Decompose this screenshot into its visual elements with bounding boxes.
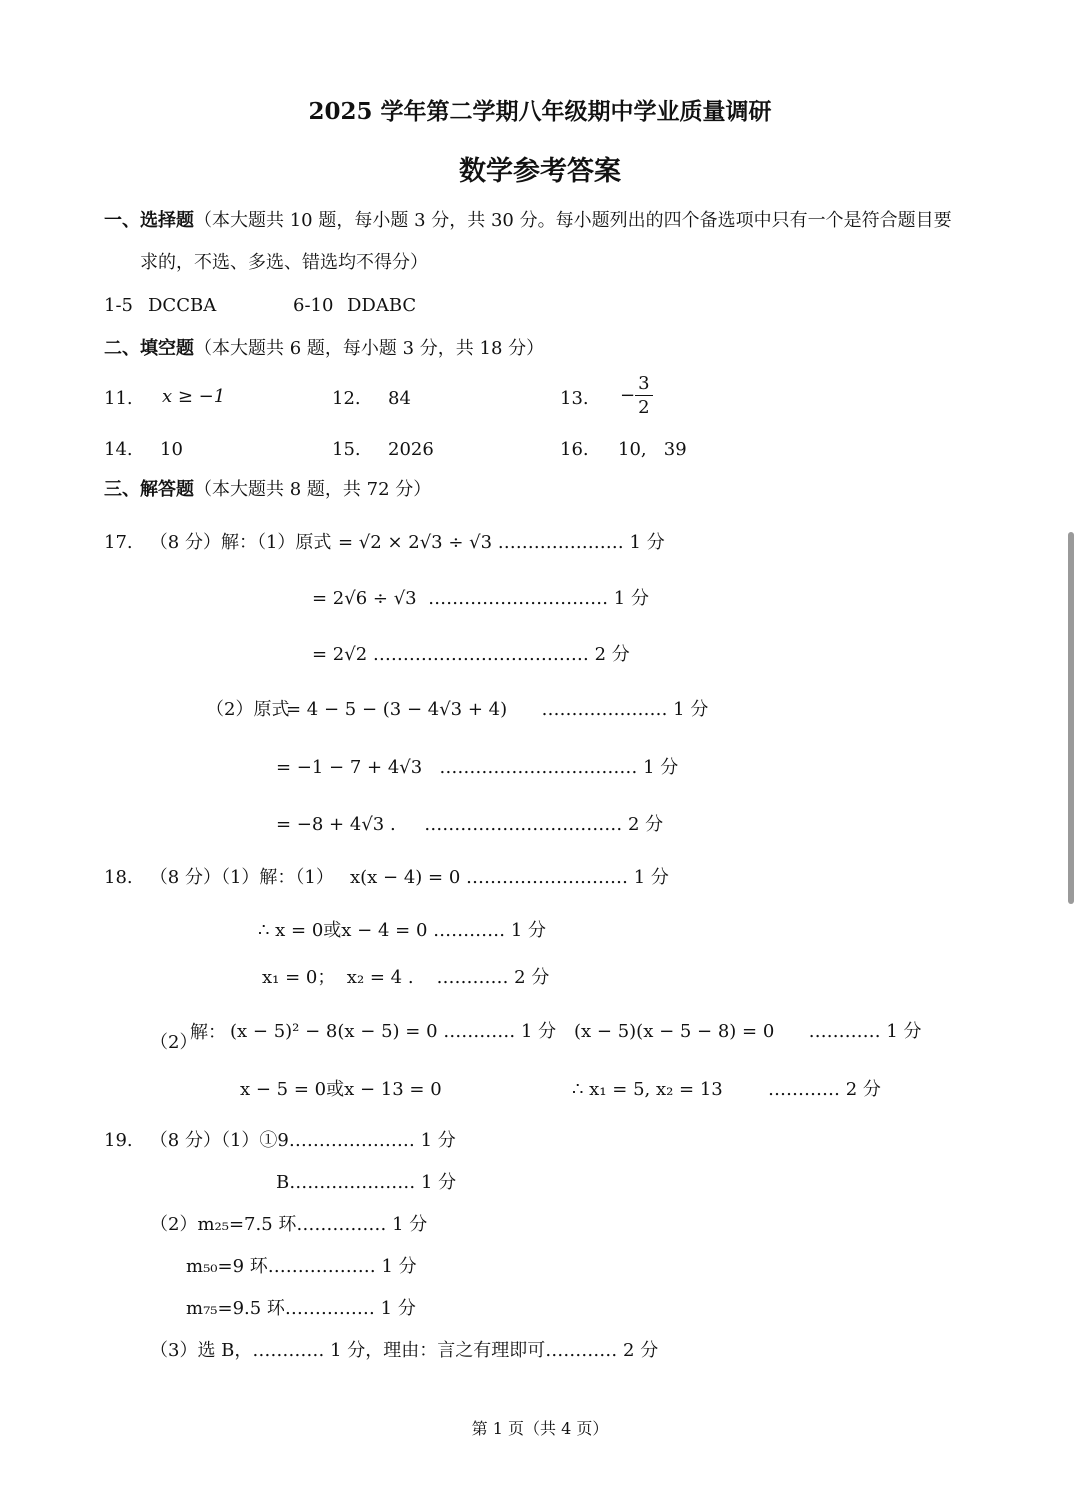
section1-heading: 一、选择题 xyxy=(104,210,194,231)
page-footer: 第 1 页（共 4 页） xyxy=(471,1419,609,1438)
fill-num-15: 15. xyxy=(332,439,361,460)
section1-desc-line2: 求的，不选、多选、错选均不得分） xyxy=(140,252,428,273)
section1-heading-line xyxy=(104,212,952,230)
section2-heading-line xyxy=(104,340,544,358)
fill-num-11: 11. xyxy=(104,388,133,409)
q19-line-3: （2）m₂₅=7.5 环…………… 1 分 xyxy=(150,1214,428,1235)
q18-line-3: x₁ = 0； x₂ = 4 . ………… 2 分 xyxy=(262,967,550,988)
q17-line-4: = 4 − 5 − (3 − 4√3 + 4) ………………… 1 分 xyxy=(286,699,709,720)
page-subtitle: 数学参考答案 xyxy=(459,156,621,187)
section2-desc: （本大题共 6 题，每小题 3 分，共 18 分） xyxy=(194,338,545,359)
q18-line-1: x(x − 4) = 0 ……………………… 1 分 xyxy=(350,867,669,888)
q18-label: 18. （8 分）（1）解：（1） xyxy=(104,867,334,888)
section1-desc: （本大题共 10 题，每小题 3 分，共 30 分。每小题列出的四个备选项中只有一个是符合题目要 xyxy=(194,210,952,231)
mc-answers-1: DCCBA xyxy=(148,295,217,316)
fill-num-14: 14. xyxy=(104,439,133,460)
section2-heading: 二、填空题 xyxy=(104,338,194,359)
mc-answers-2: DDABC xyxy=(347,295,417,316)
q17-line-3: = 2√2 ……………………………… 2 分 xyxy=(312,644,630,665)
q19-line-2: B………………… 1 分 xyxy=(276,1172,457,1193)
fill-answer-14: 10 xyxy=(160,439,183,460)
q18-part2-label: （2） xyxy=(150,1032,198,1053)
q17-line-6: = −8 + 4√3 . …………………………… 2 分 xyxy=(276,814,664,835)
section3-heading-line xyxy=(104,481,431,499)
q19-label: 19. （8 分）（1）①9………………… 1 分 xyxy=(104,1130,456,1151)
fill-num-13: 13. xyxy=(560,388,589,409)
q19-line-6: （3）选 B，………… 1 分，理由：言之有理即可………… 2 分 xyxy=(150,1340,659,1361)
q18-line-4: (x − 5)² − 8(x − 5) = 0 ………… 1 分 xyxy=(230,1021,557,1042)
fill-answer-16: 10, 39 xyxy=(618,439,687,460)
fraction xyxy=(635,375,652,417)
q19-line-5: m₇₅=9.5 环…………… 1 分 xyxy=(186,1298,416,1319)
fill-num-12: 12. xyxy=(332,388,361,409)
q19-line-4: m₅₀=9 环……………… 1 分 xyxy=(186,1256,417,1277)
fill-num-16: 16. xyxy=(560,439,589,460)
fill-answer-11-text: x ≥ −1 xyxy=(162,386,226,407)
section3-heading: 三、解答题 xyxy=(104,479,194,500)
fraction-sign: − xyxy=(620,385,636,406)
scrollbar[interactable] xyxy=(1068,532,1074,904)
fill-answer-12: 84 xyxy=(388,388,411,409)
q17-line-5: = −1 − 7 + 4√3 …………………………… 1 分 xyxy=(276,757,679,778)
page-title: 2025 学年第二学期八年级期中学业质量调研 xyxy=(308,98,772,125)
mc-range-1: 1-5 xyxy=(104,295,133,316)
fraction-numerator: 3 xyxy=(635,375,652,396)
q18-line-2: ∴ x = 0或x − 4 = 0 ………… 1 分 xyxy=(258,920,547,941)
fill-answer-13 xyxy=(620,375,653,417)
q17-label: 17. （8 分）解：（1）原式 xyxy=(104,532,332,553)
q18-line-5b-score: ………… 2 分 xyxy=(768,1079,881,1100)
fraction-denominator: 2 xyxy=(638,397,650,418)
q17-line-1: = √2 × 2√3 ÷ √3 ………………… 1 分 xyxy=(338,532,665,553)
q18-part2-jie: 解： xyxy=(190,1022,226,1043)
section3-desc: （本大题共 8 题，共 72 分） xyxy=(194,479,432,500)
fill-answer-15: 2026 xyxy=(388,439,434,460)
q17-line-2: = 2√6 ÷ √3 ………………………… 1 分 xyxy=(312,588,649,609)
q18-line-4b: (x − 5)(x − 5 − 8) = 0 ………… 1 分 xyxy=(574,1021,922,1042)
q18-line-5: x − 5 = 0或x − 13 = 0 xyxy=(240,1079,442,1100)
mc-range-2: 6-10 xyxy=(293,295,334,316)
q18-line-5b: ∴ x₁ = 5, x₂ = 13 xyxy=(572,1079,723,1100)
fill-answer-11 xyxy=(162,388,225,406)
q17-part2-label: （2）原式 xyxy=(206,699,290,720)
